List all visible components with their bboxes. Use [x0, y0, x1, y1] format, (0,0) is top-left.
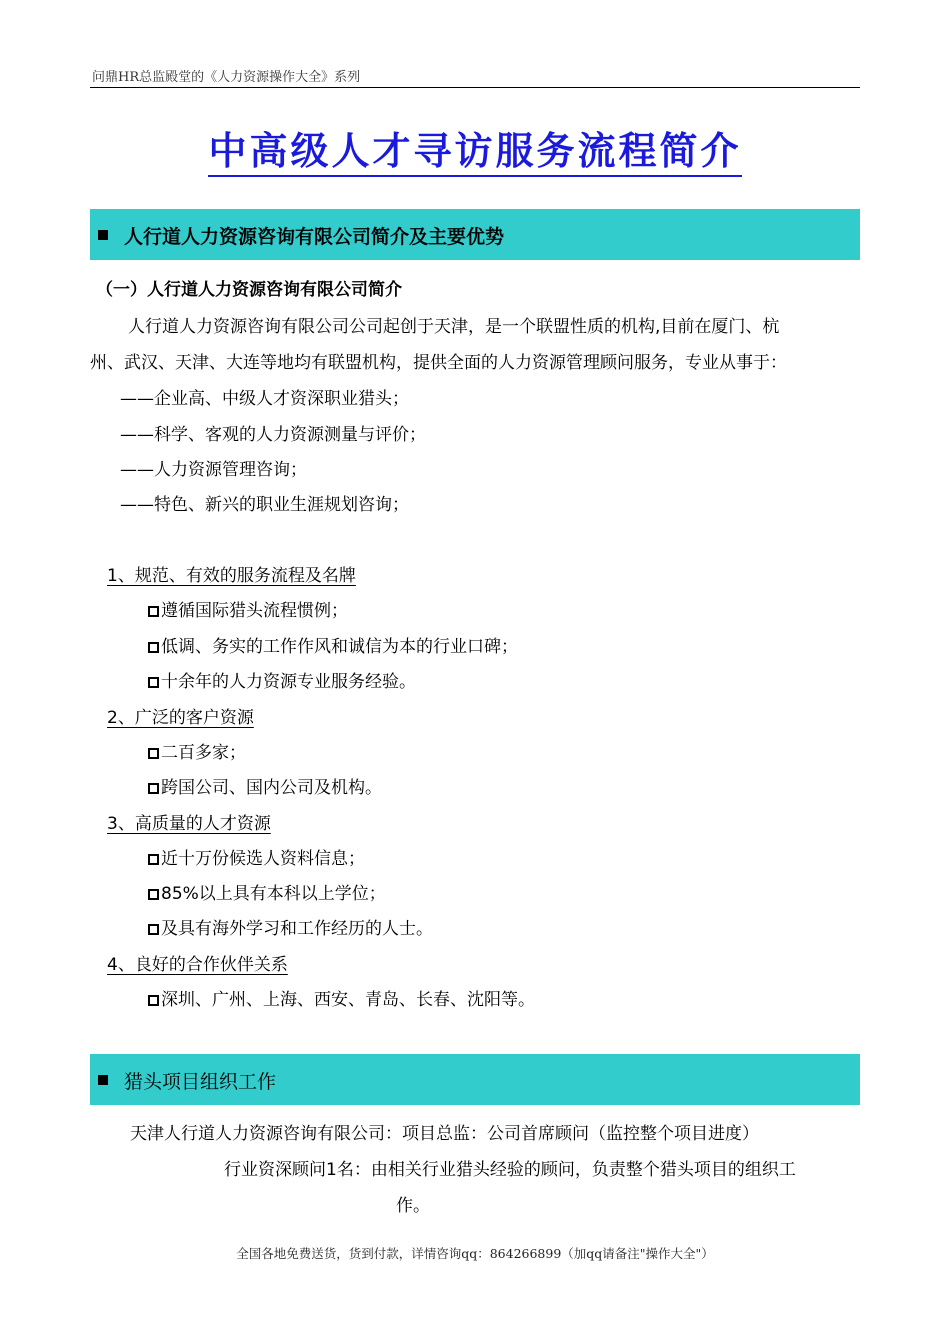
advantage-item-text: 十余年的人力资源专业服务经验。 — [161, 672, 416, 692]
advantage-item — [148, 985, 535, 1010]
advantage-item — [148, 738, 246, 763]
advantage-item-text: 深圳、广州、上海、西安、青岛、长春、沈阳等。 — [161, 990, 535, 1010]
checkbox-icon — [148, 642, 159, 653]
service-item: ——科学、客观的人力资源测量与评价； — [120, 425, 426, 445]
intro-paragraph-line-1: 人行道人力资源咨询有限公司公司起创于天津，是一个联盟性质的机构,目前在厦门、杭 — [128, 317, 780, 337]
bullet-square-icon — [98, 230, 108, 240]
project-line-2: 行业资深顾问1名：由相关行业猎头经验的顾问，负责整个猎头项目的组织工 — [224, 1160, 796, 1180]
project-line-3: 作。 — [396, 1196, 430, 1216]
section-bar-company-intro — [90, 209, 860, 260]
advantage-item — [148, 596, 348, 621]
advantage-item — [148, 844, 365, 869]
footer-note: 全国各地免费送货，货到付款，详情咨询qq：864266899（加qq请备注"操作大全"） — [236, 1246, 714, 1261]
advantage-item-text: 85%以上具有本科以上学位； — [161, 884, 386, 904]
checkbox-icon — [148, 606, 159, 617]
advantage-item — [148, 914, 433, 939]
advantage-heading: 1、规范、有效的服务流程及名牌 — [107, 566, 356, 586]
project-line-1: 天津人行道人力资源咨询有限公司：项目总监：公司首席顾问（监控整个项目进度） — [130, 1124, 759, 1144]
checkbox-icon — [148, 677, 159, 688]
service-item: ——企业高、中级人才资深职业猎头； — [120, 389, 409, 409]
checkbox-icon — [148, 995, 159, 1006]
advantage-item-text: 低调、务实的工作作风和诚信为本的行业口碑； — [161, 637, 518, 657]
document-title-text: 中高级人才寻访服务流程简介 — [208, 128, 741, 177]
sub-heading: （一）人行道人力资源咨询有限公司简介 — [96, 280, 402, 300]
checkbox-icon — [148, 854, 159, 865]
header-divider — [90, 87, 860, 88]
bullet-square-icon — [98, 1075, 108, 1085]
checkbox-icon — [148, 924, 159, 935]
section-heading: 猎头项目组织工作 — [124, 1071, 277, 1093]
advantage-item-text: 跨国公司、国内公司及机构。 — [161, 778, 382, 798]
advantage-heading: 3、高质量的人才资源 — [107, 814, 271, 834]
checkbox-icon — [148, 748, 159, 759]
checkbox-icon — [148, 889, 159, 900]
advantage-item-text: 二百多家； — [161, 743, 246, 763]
advantage-item-text: 及具有海外学习和工作经历的人士。 — [161, 919, 433, 939]
advantage-item-text: 遵循国际猎头流程惯例； — [161, 601, 348, 621]
advantage-item — [148, 632, 518, 657]
advantage-heading: 4、良好的合作伙伴关系 — [107, 955, 288, 975]
running-header: 问鼎HR总监殿堂的《人力资源操作大全》系列 — [92, 70, 361, 85]
section-heading: 人行道人力资源咨询有限公司简介及主要优势 — [124, 226, 505, 248]
document-title — [0, 120, 950, 175]
intro-paragraph-line-2: 州、武汉、天津、大连等地均有联盟机构，提供全面的人力资源管理顾问服务，专业从事于： — [90, 353, 787, 373]
advantage-item-text: 近十万份候选人资料信息； — [161, 849, 365, 869]
advantage-item — [148, 773, 382, 798]
advantage-heading: 2、广泛的客户资源 — [107, 708, 254, 728]
section-bar-project-organization — [90, 1054, 860, 1105]
checkbox-icon — [148, 783, 159, 794]
service-item: ——人力资源管理咨询； — [120, 460, 307, 480]
advantage-item — [148, 879, 386, 904]
advantage-item — [148, 667, 416, 692]
service-item: ——特色、新兴的职业生涯规划咨询； — [120, 495, 409, 515]
